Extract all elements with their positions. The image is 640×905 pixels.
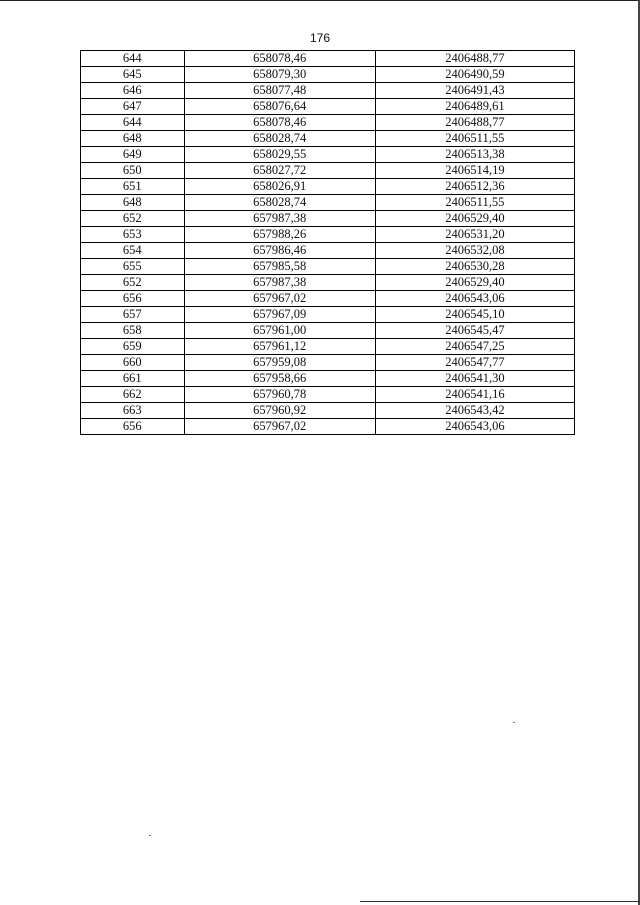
table-row (81, 83, 575, 99)
point-number-cell: 651 (81, 179, 185, 195)
table-row (81, 51, 575, 67)
y-coordinate-cell: 2406488,77 (375, 51, 574, 67)
x-coordinate-cell: 657987,38 (184, 211, 375, 227)
point-number-cell: 655 (81, 259, 185, 275)
scan-edge-bottom (360, 901, 640, 902)
point-number-cell: 663 (81, 403, 185, 419)
point-number-cell: 658 (81, 323, 185, 339)
point-number-cell: 644 (81, 115, 185, 131)
y-coordinate-cell: 2406547,25 (375, 339, 574, 355)
x-coordinate-cell: 658078,46 (184, 51, 375, 67)
table-row (81, 131, 575, 147)
point-number-cell: 659 (81, 339, 185, 355)
point-number-cell: 661 (81, 371, 185, 387)
table-row (81, 419, 575, 435)
point-number-cell: 652 (81, 211, 185, 227)
point-number-cell: 649 (81, 147, 185, 163)
x-coordinate-cell: 658029,55 (184, 147, 375, 163)
table-row (81, 323, 575, 339)
table-row (81, 291, 575, 307)
y-coordinate-cell: 2406545,10 (375, 307, 574, 323)
x-coordinate-cell: 658077,48 (184, 83, 375, 99)
y-coordinate-cell: 2406529,40 (375, 275, 574, 291)
point-number-cell: 645 (81, 67, 185, 83)
table-row (81, 307, 575, 323)
y-coordinate-cell: 2406490,59 (375, 67, 574, 83)
y-coordinate-cell: 2406513,38 (375, 147, 574, 163)
y-coordinate-cell: 2406543,42 (375, 403, 574, 419)
table-row (81, 211, 575, 227)
coordinates-table-body (81, 51, 575, 435)
y-coordinate-cell: 2406543,06 (375, 291, 574, 307)
point-number-cell: 648 (81, 131, 185, 147)
point-number-cell: 653 (81, 227, 185, 243)
table-row (81, 99, 575, 115)
coordinates-table (80, 50, 575, 435)
y-coordinate-cell: 2406514,19 (375, 163, 574, 179)
table-row (81, 243, 575, 259)
x-coordinate-cell: 657960,78 (184, 387, 375, 403)
y-coordinate-cell: 2406511,55 (375, 195, 574, 211)
point-number-cell: 650 (81, 163, 185, 179)
x-coordinate-cell: 657967,02 (184, 419, 375, 435)
y-coordinate-cell: 2406529,40 (375, 211, 574, 227)
table-row (81, 339, 575, 355)
point-number-cell: 644 (81, 51, 185, 67)
y-coordinate-cell: 2406547,77 (375, 355, 574, 371)
point-number-cell: 656 (81, 419, 185, 435)
y-coordinate-cell: 2406489,61 (375, 99, 574, 115)
table-row (81, 179, 575, 195)
table-row (81, 147, 575, 163)
y-coordinate-cell: 2406488,77 (375, 115, 574, 131)
x-coordinate-cell: 658079,30 (184, 67, 375, 83)
table-row (81, 227, 575, 243)
table-row (81, 403, 575, 419)
x-coordinate-cell: 657967,02 (184, 291, 375, 307)
y-coordinate-cell: 2406491,43 (375, 83, 574, 99)
table-row (81, 163, 575, 179)
y-coordinate-cell: 2406512,36 (375, 179, 574, 195)
x-coordinate-cell: 657985,58 (184, 259, 375, 275)
y-coordinate-cell: 2406545,47 (375, 323, 574, 339)
point-number-cell: 657 (81, 307, 185, 323)
x-coordinate-cell: 658026,91 (184, 179, 375, 195)
y-coordinate-cell: 2406531,20 (375, 227, 574, 243)
y-coordinate-cell: 2406543,06 (375, 419, 574, 435)
table-row (81, 67, 575, 83)
x-coordinate-cell: 657958,66 (184, 371, 375, 387)
point-number-cell: 656 (81, 291, 185, 307)
y-coordinate-cell: 2406541,30 (375, 371, 574, 387)
table-row (81, 115, 575, 131)
x-coordinate-cell: 657988,26 (184, 227, 375, 243)
x-coordinate-cell: 657986,46 (184, 243, 375, 259)
x-coordinate-cell: 658076,64 (184, 99, 375, 115)
scan-edge-top (0, 0, 640, 1)
x-coordinate-cell: 657959,08 (184, 355, 375, 371)
table-row (81, 195, 575, 211)
x-coordinate-cell: 658028,74 (184, 195, 375, 211)
y-coordinate-cell: 2406511,55 (375, 131, 574, 147)
point-number-cell: 662 (81, 387, 185, 403)
x-coordinate-cell: 658027,72 (184, 163, 375, 179)
y-coordinate-cell: 2406541,16 (375, 387, 574, 403)
x-coordinate-cell: 658028,74 (184, 131, 375, 147)
point-number-cell: 660 (81, 355, 185, 371)
x-coordinate-cell: 657961,12 (184, 339, 375, 355)
point-number-cell: 646 (81, 83, 185, 99)
point-number-cell: 647 (81, 99, 185, 115)
table-row (81, 371, 575, 387)
x-coordinate-cell: 657987,38 (184, 275, 375, 291)
scan-speck (513, 722, 515, 723)
table-row (81, 259, 575, 275)
point-number-cell: 652 (81, 275, 185, 291)
table-row (81, 387, 575, 403)
x-coordinate-cell: 657967,09 (184, 307, 375, 323)
point-number-cell: 648 (81, 195, 185, 211)
y-coordinate-cell: 2406530,28 (375, 259, 574, 275)
x-coordinate-cell: 657961,00 (184, 323, 375, 339)
table-row (81, 275, 575, 291)
x-coordinate-cell: 657960,92 (184, 403, 375, 419)
y-coordinate-cell: 2406532,08 (375, 243, 574, 259)
point-number-cell: 654 (81, 243, 185, 259)
table-row (81, 355, 575, 371)
x-coordinate-cell: 658078,46 (184, 115, 375, 131)
page-number: 176 (309, 31, 331, 45)
scan-speck (149, 835, 151, 836)
